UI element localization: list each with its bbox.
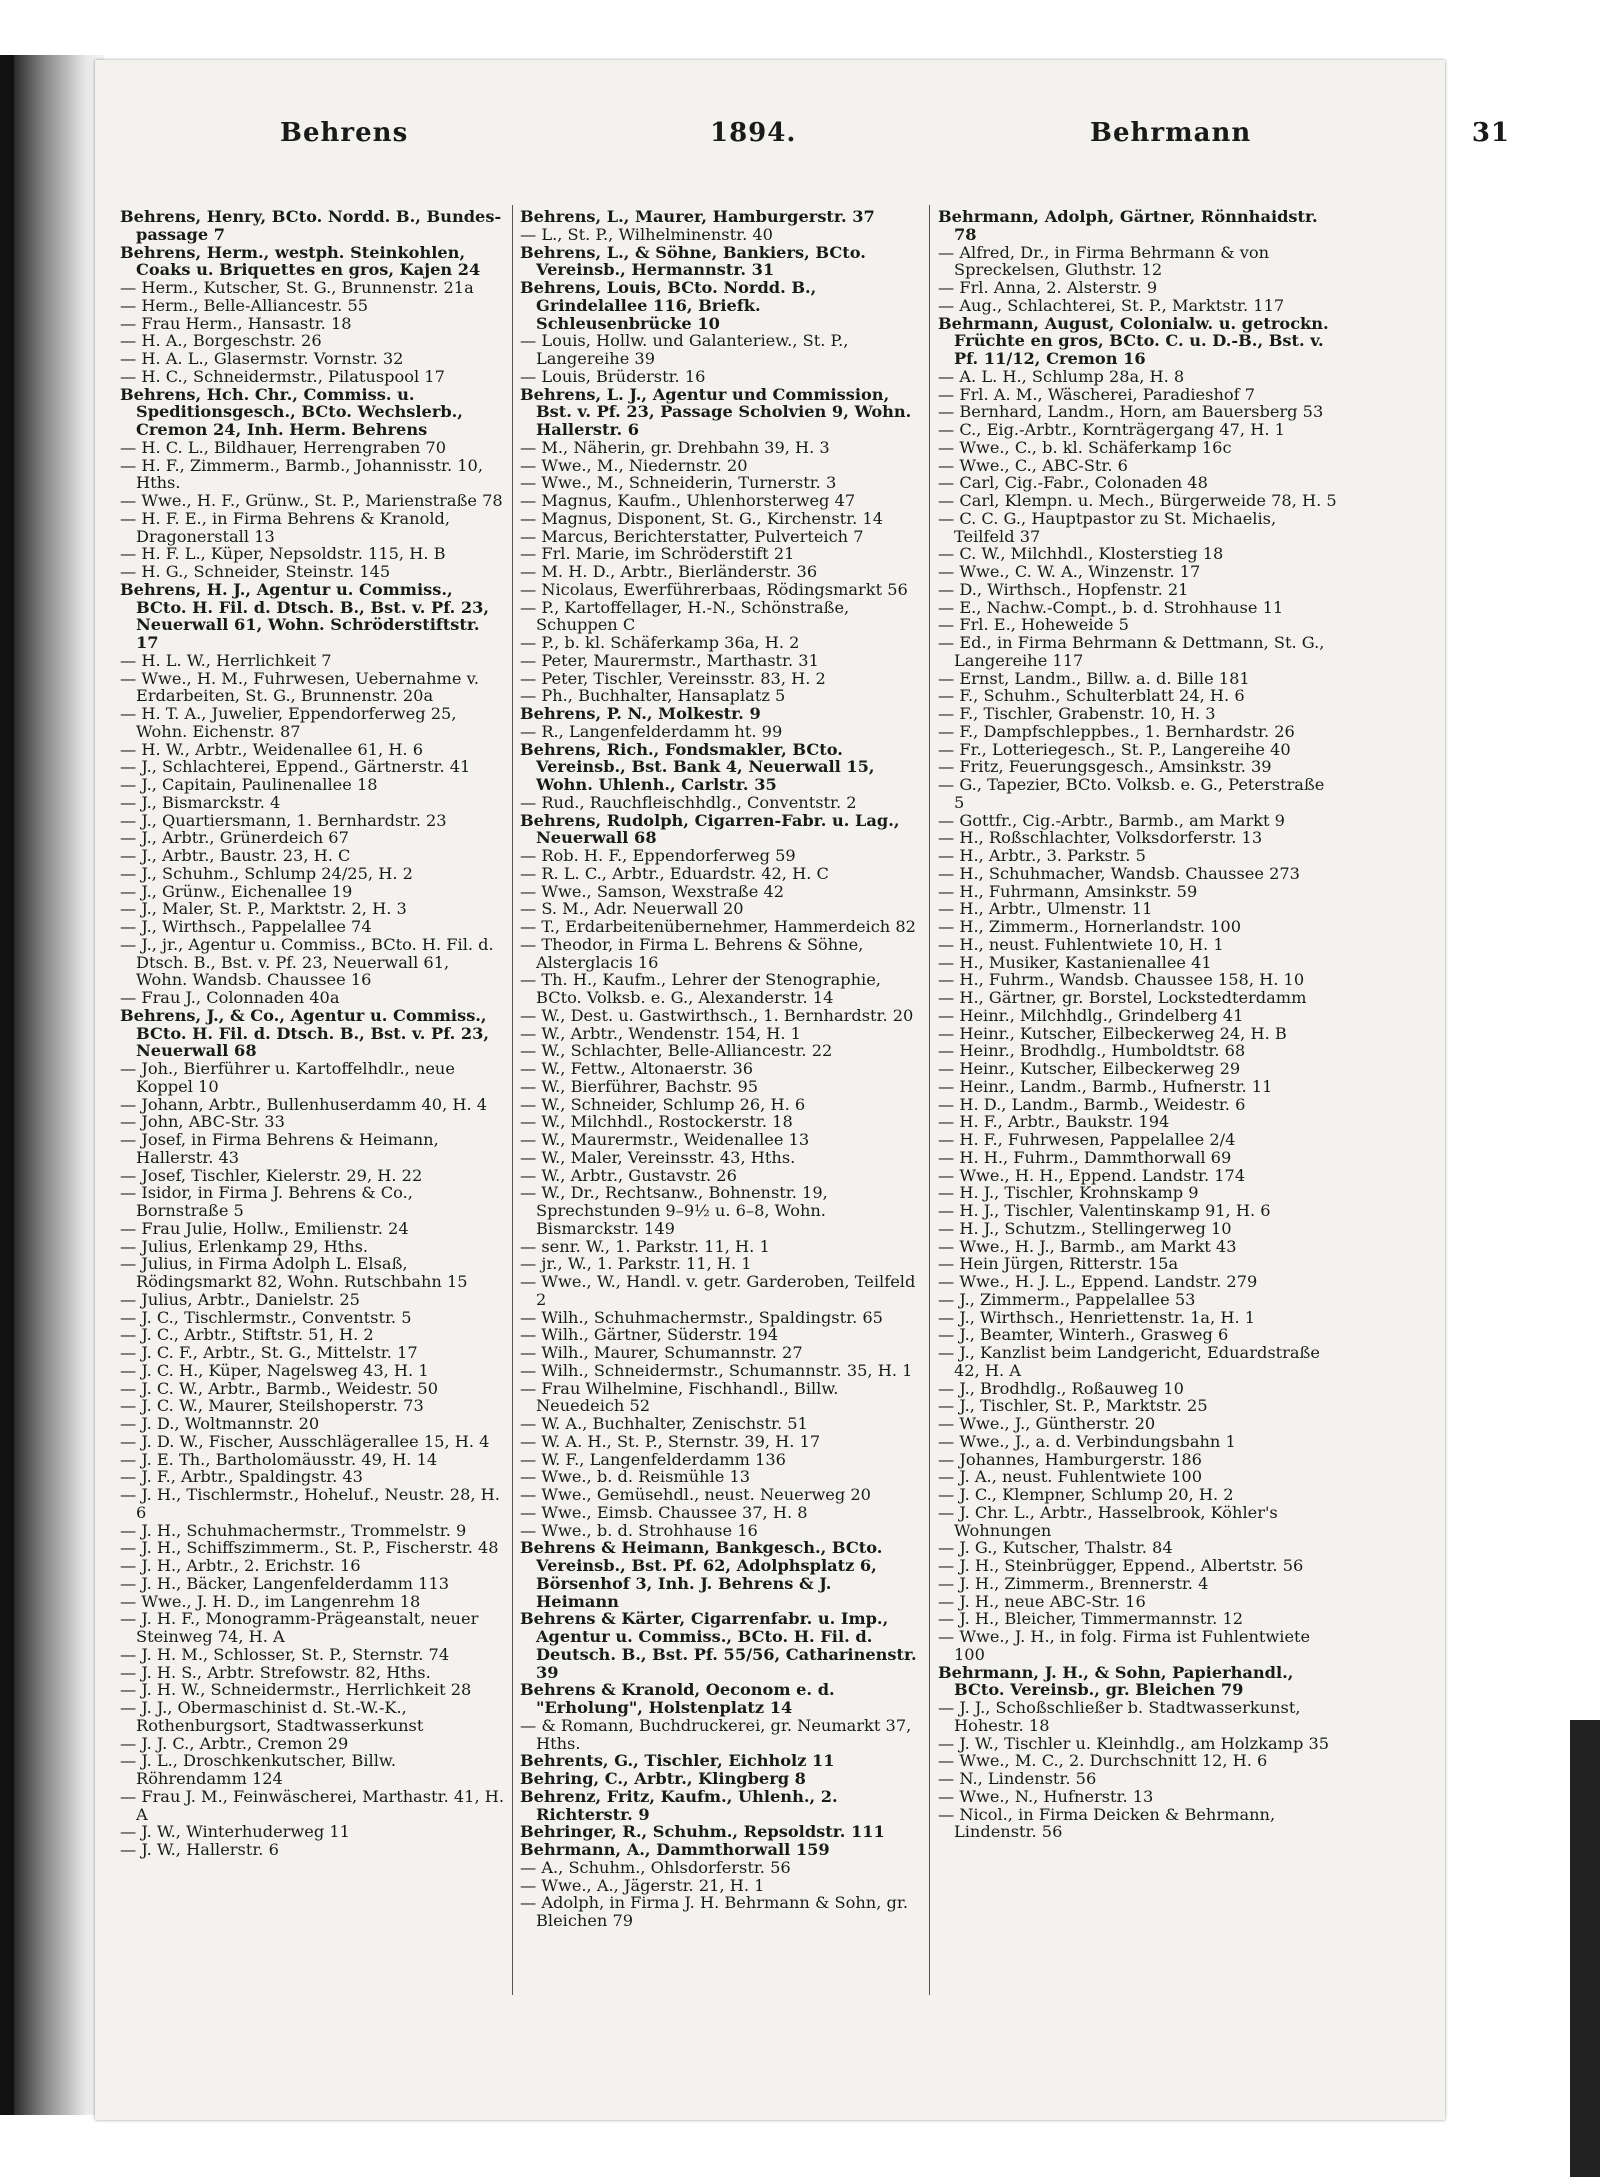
directory-entry: — Herm., Kutscher, St. G., Brunnenstr. 21a <box>120 278 474 297</box>
directory-entry: — C., Eig.-Arbtr., Kornträgergang 47, H. 1 <box>938 420 1285 439</box>
directory-entry: — Alfred, Dr., in Firma Behrmann & von Spreckelsen, Gluthstr. 12 <box>938 242 1270 280</box>
directory-entry: — H. H., Fuhrm., Dammthorwall 69 <box>938 1147 1232 1167</box>
directory-entry: — Wwe., b. d. Strohhause 16 <box>520 1520 758 1540</box>
directory-entry: — Hein Jürgen, Ritterstr. 15a <box>938 1254 1179 1274</box>
directory-entry: — J., Maler, St. P., Marktstr. 2, H. 3 <box>120 899 407 919</box>
directory-entry: — W., Schlachter, Belle-Alliancestr. 22 <box>520 1041 833 1061</box>
directory-entry: — Wwe., H. M., Fuhrwesen, Uebernahme v. Erdarbeiten, St. G., Brunnenstr. 20a <box>120 668 479 706</box>
directory-entry: — J. J. C., Arbtr., Cremon 29 <box>120 1733 349 1753</box>
directory-entry: — M. H. D., Arbtr., Bierländerstr. 36 <box>520 562 818 581</box>
directory-entry: — H. D., Landm., Barmb., Weidestr. 6 <box>938 1094 1246 1114</box>
directory-entry: Behrens, Louis, BCto. Nordd. B., Grindelallee 116, Briefk. Schleusenbrücke 10 <box>520 278 817 333</box>
directory-entry: — Wwe., C., b. kl. Schäferkamp 16c <box>938 437 1232 457</box>
directory-entry: Behrens, Henry, BCto. Nordd. B., Bundes-passage 7 <box>120 207 502 244</box>
directory-column-2 <box>520 208 918 1930</box>
directory-entry: — Th. H., Kaufm., Lehrer der Stenographie, BCto. Volksb. e. G., Alexanderstr. 14 <box>520 970 881 1007</box>
directory-entry: — Louis, Hollw. und Galanteriew., St. P., Langereihe 39 <box>520 331 849 368</box>
directory-entry: — J. C., Arbtr., Stiftstr. 51, H. 2 <box>120 1325 374 1345</box>
directory-entry: — H. F., Fuhrwesen, Pappelallee 2/4 <box>938 1130 1236 1149</box>
directory-entry: — H., Musiker, Kastanienallee 41 <box>938 952 1212 972</box>
directory-entry: — Wwe., C., ABC-Str. 6 <box>938 455 1128 475</box>
directory-entry: — J. A., neust. Fuhlentwiete 100 <box>938 1467 1203 1487</box>
directory-entry: — J. F., Arbtr., Spaldingstr. 43 <box>120 1467 363 1487</box>
directory-entry: — J. H., neue ABC-Str. 16 <box>938 1591 1146 1611</box>
header-right-keyword: Behrmann <box>1090 118 1252 148</box>
directory-entry: — H., Schuhmacher, Wandsb. Chaussee 273 <box>938 863 1300 883</box>
directory-entry: — Frl. E., Hoheweide 5 <box>938 615 1129 635</box>
directory-entry: — H., Arbtr., 3. Parkstr. 5 <box>938 846 1146 865</box>
directory-entry: — Frl. Marie, im Schröderstift 21 <box>520 544 795 564</box>
directory-entry: — T., Erdarbeitenübernehmer, Hammerdeich 82 <box>520 917 916 936</box>
column-rule <box>929 205 930 1995</box>
directory-entry: — Wwe., J. H. D., im Langenrehm 18 <box>120 1591 421 1611</box>
directory-entry: — J., Quartiersmann, 1. Bernhardstr. 23 <box>120 810 447 830</box>
directory-entry: — J., Arbtr., Baustr. 23, H. C <box>120 846 351 865</box>
directory-entry: — Fr., Lotteriegesch., St. P., Langereihe 40 <box>938 739 1291 759</box>
directory-entry: — J. H., Zimmerm., Brennerstr. 4 <box>938 1573 1209 1593</box>
directory-entry: — J. Chr. L., Arbtr., Hasselbrook, Köhler's Wohnungen <box>938 1502 1278 1540</box>
directory-entry: — H. F. L., Küper, Nepsoldstr. 115, H. B <box>120 544 446 564</box>
directory-entry: — Adolph, in Firma J. H. Behrmann & Sohn, gr. Bleichen 79 <box>520 1893 908 1930</box>
directory-entry: Behrmann, August, Colonialw. u. getrockn. Früchte en gros, BCto. C. u. D.-B., Bst. v. Pf. 11/12, Cremon 16 <box>938 313 1329 368</box>
directory-entry: — Frl. A. M., Wäscherei, Paradieshof 7 <box>938 384 1256 404</box>
directory-entry: — H. J., Tischler, Valentinskamp 91, H. 6 <box>938 1201 1271 1220</box>
directory-entry: — J., Grünw., Eichenallee 19 <box>120 881 353 901</box>
directory-entry: — J. L., Droschkenkutscher, Billw. Röhrendamm 124 <box>120 1751 396 1788</box>
directory-entry: — M., Näherin, gr. Drehbahn 39, H. 3 <box>520 437 830 457</box>
directory-entry: — Wwe., J., Güntherstr. 20 <box>938 1414 1156 1433</box>
directory-entry: — Wwe., J., a. d. Verbindungsbahn 1 <box>938 1431 1236 1451</box>
directory-entry: — H., Fuhrmann, Amsinkstr. 59 <box>938 881 1198 901</box>
directory-entry: Behrens & Kranold, Oeconom e. d. "Erholung", Holstenplatz 14 <box>520 1680 835 1717</box>
directory-entry: — J. H., Bäcker, Langenfelderdamm 113 <box>120 1573 450 1593</box>
directory-entry: — J., Kanzlist beim Landgericht, Eduardstraße 42, H. A <box>938 1343 1320 1380</box>
directory-entry: Behrens, L., Maurer, Hamburgerstr. 37 <box>520 207 875 226</box>
directory-entry: — J. W., Tischler u. Kleinhdlg., am Holzkamp 35 <box>938 1733 1330 1753</box>
directory-entry: — H. W., Arbtr., Weidenallee 61, H. 6 <box>120 739 424 759</box>
directory-entry: — W., Dr., Rechtsanw., Bohnenstr. 19, Sprechstunden 9–9½ u. 6–8, Wohn. Bismarckstr. 149 <box>520 1183 828 1238</box>
directory-entry: — H. L. W., Herrlichkeit 7 <box>120 650 332 670</box>
directory-entry: — W., Maler, Vereinsstr. 43, Hths. <box>520 1147 796 1167</box>
directory-entry: — Frl. Anna, 2. Alsterstr. 9 <box>938 278 1158 297</box>
directory-entry: — W. F., Langenfelderdamm 136 <box>520 1449 786 1469</box>
directory-entry: — Frau Wilhelmine, Fischhandl., Billw. Neuedeich 52 <box>520 1378 839 1416</box>
directory-entry: — W., Dest. u. Gastwirthsch., 1. Bernhardstr. 20 <box>520 1005 914 1025</box>
directory-entry: — D., Wirthsch., Hopfenstr. 21 <box>938 579 1189 599</box>
directory-entry: — H. A., Borgeschstr. 26 <box>120 331 322 351</box>
directory-entry: — Julius, in Firma Adolph L. Elsaß, Rödingsmarkt 82, Wohn. Rutschbahn 15 <box>120 1254 468 1291</box>
directory-entry: Behrens, L. J., Agentur und Commission, Bst. v. Pf. 23, Passage Scholvien 9, Wohn. Hallerstr. 6 <box>520 384 912 439</box>
directory-entry: — W., Milchhdl., Rostockerstr. 18 <box>520 1112 793 1132</box>
directory-entry: — Johannes, Hamburgerstr. 186 <box>938 1449 1202 1469</box>
directory-entry: — W., Arbtr., Gustavstr. 26 <box>520 1165 737 1185</box>
directory-entry: — J., Brodhdlg., Roßauweg 10 <box>938 1378 1184 1398</box>
directory-entry: — H. A. L., Glasermstr. Vornstr. 32 <box>120 349 404 368</box>
directory-entry: — J., Beamter, Winterh., Grasweg 6 <box>938 1325 1229 1345</box>
directory-entry: — H., Arbtr., Ulmenstr. 11 <box>938 899 1153 919</box>
directory-entry: — senr. W., 1. Parkstr. 11, H. 1 <box>520 1236 770 1256</box>
directory-entry: — H. F., Arbtr., Baukstr. 194 <box>938 1112 1170 1132</box>
directory-entry: — J. J., Schoßschließer b. Stadtwasserkunst, Hohestr. 18 <box>938 1698 1301 1735</box>
directory-entry: — J., Zimmerm., Pappelallee 53 <box>938 1289 1196 1309</box>
directory-entry: Behrens, Hch. Chr., Commiss. u. Speditionsgesch., BCto. Wechslerb., Cremon 24, Inh. Herm. Behrens <box>120 384 463 439</box>
directory-entry: Behrmann, J. H., & Sohn, Papierhandl., BCto. Vereinsb., gr. Bleichen 79 <box>938 1662 1294 1700</box>
directory-entry: — J. G., Kutscher, Thalstr. 84 <box>938 1538 1173 1558</box>
directory-entry: — Louis, Brüderstr. 16 <box>520 366 706 386</box>
directory-entry: Behrents, G., Tischler, Eichholz 11 <box>520 1751 835 1771</box>
directory-entry: — F., Tischler, Grabenstr. 10, H. 3 <box>938 704 1216 723</box>
directory-entry: — Nicolaus, Ewerführerbaas, Rödingsmarkt 56 <box>520 579 908 599</box>
directory-entry: — Nicol., in Firma Deicken & Behrmann, Lindenstr. 56 <box>938 1804 1276 1842</box>
page-number: 31 <box>1471 118 1510 148</box>
directory-entry: — N., Lindenstr. 56 <box>938 1769 1097 1788</box>
directory-column-1 <box>120 208 505 1859</box>
directory-entry: — Frau J., Colonnaden 40a <box>120 988 340 1007</box>
directory-entry: — Ed., in Firma Behrmann & Dettmann, St. G., Langereihe 117 <box>938 633 1325 670</box>
directory-entry: — W., Maurermstr., Weidenallee 13 <box>520 1130 810 1149</box>
directory-entry: — E., Nachw.-Compt., b. d. Strohhause 11 <box>938 597 1284 617</box>
directory-entry: — H., Gärtner, gr. Borstel, Lockstedterdamm <box>938 988 1307 1007</box>
directory-entry: — Wwe., Eimsb. Chaussee 37, H. 8 <box>520 1502 808 1522</box>
directory-entry: — H., Zimmerm., Hornerlandstr. 100 <box>938 917 1242 936</box>
directory-entry: — Aug., Schlachterei, St. P., Marktstr. 117 <box>938 295 1285 315</box>
directory-entry: Behrens, J., & Co., Agentur u. Commiss., BCto. H. Fil. d. Dtsch. B., Bst. v. Pf. 23, Neuerwall 68 <box>120 1005 490 1061</box>
directory-entry: — H. C. L., Bildhauer, Herrengraben 70 <box>120 437 447 457</box>
directory-entry: — J., Bismarckstr. 4 <box>120 792 281 812</box>
directory-entry: — Wwe., Samson, Wexstraße 42 <box>520 881 785 901</box>
directory-entry: — Wwe., H. H., Eppend. Landstr. 174 <box>938 1165 1246 1185</box>
directory-entry: — Ernst, Landm., Billw. a. d. Bille 181 <box>938 668 1250 688</box>
directory-entry: — Wwe., H. F., Grünw., St. P., Marienstraße 78 <box>120 491 503 510</box>
directory-entry: — W., Arbtr., Wendenstr. 154, H. 1 <box>520 1023 801 1043</box>
directory-entry: — P., Kartoffellager, H.-N., Schönstraße, Schuppen C <box>520 597 850 635</box>
directory-entry: — W., Schneider, Schlump 26, H. 6 <box>520 1094 806 1114</box>
directory-entry: — H. G., Schneider, Steinstr. 145 <box>120 562 391 581</box>
directory-entry: — Fritz, Feuerungsgesch., Amsinkstr. 39 <box>938 757 1272 777</box>
directory-entry: — Josef, Tischler, Kielerstr. 29, H. 22 <box>120 1165 423 1185</box>
directory-entry: — Wwe., H. J. L., Eppend. Landstr. 279 <box>938 1272 1258 1291</box>
directory-entry: — Carl, Klempn. u. Mech., Bürgerweide 78, H. 5 <box>938 491 1337 510</box>
directory-entry: — Heinr., Landm., Barmb., Hufnerstr. 11 <box>938 1076 1273 1096</box>
header-left-keyword: Behrens <box>280 118 409 148</box>
directory-entry: — W. A., Buchhalter, Zenischstr. 51 <box>520 1414 808 1433</box>
directory-entry: — C. W., Milchhdl., Klosterstieg 18 <box>938 544 1224 564</box>
directory-entry: — Rud., Rauchfleischhdlg., Conventstr. 2 <box>520 792 857 812</box>
directory-entry: — A., Schuhm., Ohlsdorferstr. 56 <box>520 1857 791 1877</box>
directory-entry: — J. C., Klempner, Schlump 20, H. 2 <box>938 1485 1234 1504</box>
directory-entry: — J. D., Woltmannstr. 20 <box>120 1414 320 1433</box>
directory-entry: — Bernhard, Landm., Horn, am Bauersberg 53 <box>938 402 1324 422</box>
directory-entry: Behrens, Herm., westph. Steinkohlen, Coaks u. Briquettes en gros, Kajen 24 <box>120 242 481 280</box>
directory-entry: — H., Roßschlachter, Volksdorferstr. 13 <box>938 828 1263 848</box>
directory-entry: — J. D. W., Fischer, Ausschlägerallee 15, H. 4 <box>120 1431 490 1451</box>
directory-entry: — L., St. P., Wilhelminenstr. 40 <box>520 224 773 244</box>
directory-entry: — Frau J. M., Feinwäscherei, Marthastr. 41, H. A <box>120 1786 505 1824</box>
directory-entry: — Johann, Arbtr., Bullenhuserdamm 40, H. 4 <box>120 1094 488 1114</box>
directory-entry: — Magnus, Kaufm., Uhlenhorsterweg 47 <box>520 491 856 510</box>
directory-entry: — A. L. H., Schlump 28a, H. 8 <box>938 366 1185 386</box>
directory-entry: — G., Tapezier, BCto. Volksb. e. G., Peterstraße 5 <box>938 775 1325 812</box>
directory-entry: — Julius, Arbtr., Danielstr. 25 <box>120 1289 360 1309</box>
directory-entry: — J. H., Arbtr., 2. Erichstr. 16 <box>120 1556 361 1575</box>
directory-entry: Behrens & Kärter, Cigarrenfabr. u. Imp., Agentur u. Commiss., BCto. H. Fil. d. Deutsch. B., Bst. Pf. 55/56, Catharinenstr. 39 <box>520 1609 917 1682</box>
directory-entry: — J., Capitain, Paulinenallee 18 <box>120 775 378 794</box>
directory-entry: — Theodor, in Firma L. Behrens & Söhne, Alsterglacis 16 <box>520 934 864 972</box>
directory-entry: Behring, C., Arbtr., Klingberg 8 <box>520 1769 806 1788</box>
directory-entry: — Herm., Belle-Alliancestr. 55 <box>120 295 369 315</box>
directory-entry: — W., Fettw., Altonaerstr. 36 <box>520 1059 754 1078</box>
directory-entry: — J. H., Schiffszimmerm., St. P., Fischerstr. 48 <box>120 1538 499 1558</box>
directory-entry: — J. H. M., Schlosser, St. P., Sternstr. 74 <box>120 1644 450 1664</box>
column-rule <box>512 205 513 1995</box>
directory-entry: Behrmann, A., Dammthorwall 159 <box>520 1840 830 1859</box>
directory-entry: — H., neust. Fuhlentwiete 10, H. 1 <box>938 934 1224 954</box>
directory-entry: — Wwe., A., Jägerstr. 21, H. 1 <box>520 1875 765 1895</box>
directory-entry: — J. C., Tischlermstr., Conventstr. 5 <box>120 1307 412 1327</box>
directory-entry: — Heinr., Brodhdlg., Humboldtstr. 68 <box>938 1041 1246 1061</box>
directory-entry: — Marcus, Berichterstatter, Pulverteich 7 <box>520 526 864 546</box>
directory-entry: — Ph., Buchhalter, Hansaplatz 5 <box>520 686 786 706</box>
directory-entry: — J. H., Steinbrügger, Eppend., Albertstr. 56 <box>938 1556 1304 1575</box>
directory-entry: — Wwe., J. H., in folg. Firma ist Fuhlentwiete 100 <box>938 1627 1311 1664</box>
directory-entry: Behrens, Rudolph, Cigarren-Fabr. u. Lag., Neuerwall 68 <box>520 810 900 848</box>
directory-entry: — Wwe., M. C., 2. Durchschnitt 12, H. 6 <box>938 1751 1268 1771</box>
directory-entry: — J. H. F., Monogramm-Prägeanstalt, neuer Steinweg 74, H. A <box>120 1609 479 1646</box>
directory-entry: — C. C. G., Hauptpastor zu St. Michaelis, Teilfeld 37 <box>938 508 1277 546</box>
directory-entry: — H. T. A., Juwelier, Eppendorferweg 25, Wohn. Eichenstr. 87 <box>120 704 457 741</box>
directory-entry: — Gottfr., Cig.-Arbtr., Barmb., am Markt 9 <box>938 810 1285 830</box>
directory-entry: — R., Langenfelderdamm ht. 99 <box>520 721 783 741</box>
directory-entry: — Heinr., Kutscher, Eilbeckerweg 24, H. B <box>938 1023 1287 1043</box>
directory-entry: — Josef, in Firma Behrens & Heimann, Hallerstr. 43 <box>120 1130 439 1167</box>
directory-entry: — J. C. H., Küper, Nagelsweg 43, H. 1 <box>120 1360 429 1380</box>
directory-entry: — J., Wirthsch., Henriettenstr. 1a, H. 1 <box>938 1307 1256 1327</box>
directory-entry: — Wilh., Maurer, Schumannstr. 27 <box>520 1343 803 1362</box>
directory-entry: — Joh., Bierführer u. Kartoffelhdlr., neue Koppel 10 <box>120 1059 455 1096</box>
directory-entry: — J., Schuhm., Schlump 24/25, H. 2 <box>120 863 413 883</box>
directory-entry: — H. F. E., in Firma Behrens & Kranold, Dragonerstall 13 <box>120 508 451 546</box>
directory-entry: — J. C. W., Maurer, Steilshoperstr. 73 <box>120 1396 424 1416</box>
directory-entry: — J. C. F., Arbtr., St. G., Mittelstr. 17 <box>120 1343 418 1362</box>
directory-entry: — Wwe., C. W. A., Winzenstr. 17 <box>938 562 1201 581</box>
directory-entry: — Magnus, Disponent, St. G., Kirchenstr. 14 <box>520 508 884 528</box>
directory-column-3 <box>938 208 1338 1841</box>
spine-shadow <box>14 55 104 2115</box>
directory-entry: Behrmann, Adolph, Gärtner, Rönnhaidstr. 78 <box>938 207 1318 244</box>
directory-entry: — H. J., Schutzm., Stellingerweg 10 <box>938 1218 1232 1238</box>
directory-entry: — Heinr., Milchhdlg., Grindelberg 41 <box>938 1005 1244 1025</box>
directory-entry: — Peter, Maurermstr., Marthastr. 31 <box>520 650 819 670</box>
directory-entry: — J. W., Hallerstr. 6 <box>120 1840 279 1859</box>
directory-entry: — J. H. S., Arbtr. Strefowstr. 82, Hths. <box>120 1662 431 1682</box>
directory-entry: — J. H. W., Schneidermstr., Herrlichkeit 28 <box>120 1680 472 1700</box>
directory-entry: Behrens, P. N., Molkestr. 9 <box>520 704 761 723</box>
directory-entry: Behrens, L., & Söhne, Bankiers, BCto. Vereinsb., Hermannstr. 31 <box>520 242 866 280</box>
directory-entry: — Wwe., W., Handl. v. getr. Garderoben, Teilfeld 2 <box>520 1272 916 1309</box>
directory-entry: Behrens & Heimann, Bankgesch., BCto. Vereinsb., Bst. Pf. 62, Adolphsplatz 6, Börsenhof 3, Inh. J. Behrens & J. Heimann <box>520 1538 883 1611</box>
directory-entry: — J., Wirthsch., Pappelallee 74 <box>120 917 372 936</box>
directory-entry: — W. A. H., St. P., Sternstr. 39, H. 17 <box>520 1431 821 1451</box>
directory-entry: — & Romann, Buchdruckerei, gr. Neumarkt 37, Hths. <box>520 1715 912 1753</box>
directory-entry: — J. W., Winterhuderweg 11 <box>120 1822 350 1842</box>
directory-entry: — H. F., Zimmerm., Barmb., Johannisstr. 10, Hths. <box>120 455 483 493</box>
directory-entry: — F., Dampfschleppbes., 1. Bernhardstr. 26 <box>938 721 1295 741</box>
header-year: 1894. <box>710 118 797 148</box>
directory-entry: — jr., W., 1. Parkstr. 11, H. 1 <box>520 1254 752 1274</box>
directory-entry: — Peter, Tischler, Vereinsstr. 83, H. 2 <box>520 668 826 688</box>
directory-entry: — J., Tischler, St. P., Marktstr. 25 <box>938 1396 1208 1416</box>
directory-entry: — H. C., Schneidermstr., Pilatuspool 17 <box>120 366 445 386</box>
directory-entry: — J. H., Bleicher, Timmermannstr. 12 <box>938 1609 1244 1629</box>
directory-entry: — Wwe., Gemüsehdl., neust. Neuerweg 20 <box>520 1485 871 1504</box>
directory-entry: — J. E. Th., Bartholomäusstr. 49, H. 14 <box>120 1449 438 1469</box>
directory-entry: — Wwe., b. d. Reismühle 13 <box>520 1467 751 1487</box>
directory-entry: — Carl, Cig.-Fabr., Colonaden 48 <box>938 473 1208 493</box>
directory-entry: — H. J., Tischler, Krohnskamp 9 <box>938 1183 1199 1203</box>
directory-entry: — Frau Herm., Hansastr. 18 <box>120 313 352 333</box>
directory-entry: — J., Schlachterei, Eppend., Gärtnerstr. 41 <box>120 757 471 777</box>
directory-entry: — Rob. H. F., Eppendorferweg 59 <box>520 846 796 865</box>
directory-entry: — Wwe., M., Schneiderin, Turnerstr. 3 <box>520 473 837 493</box>
directory-entry: — John, ABC-Str. 33 <box>120 1112 285 1132</box>
directory-entry: — P., b. kl. Schäferkamp 36a, H. 2 <box>520 633 800 652</box>
directory-entry: — J. C. W., Arbtr., Barmb., Weidestr. 50 <box>120 1378 438 1398</box>
directory-entry: Behrens, Rich., Fondsmakler, BCto. Vereinsb., Bst. Bank 4, Neuerwall 15, Wohn. Uhlenh., Carlstr. 35 <box>520 739 875 794</box>
directory-entry: — S. M., Adr. Neuerwall 20 <box>520 899 744 919</box>
directory-entry: Behrens, H. J., Agentur u. Commiss., BCto. H. Fil. d. Dtsch. B., Bst. v. Pf. 23, Neuerwall 61, Wohn. Schröderstiftstr. 17 <box>120 579 490 652</box>
directory-entry: — J., jr., Agentur u. Commiss., BCto. H. Fil. d. Dtsch. B., Bst. v. Pf. 23, Neuerwall 61, Wohn. Wandsb. Chaussee 16 <box>120 934 494 990</box>
directory-entry: Behrenz, Fritz, Kaufm., Uhlenh., 2. Richterstr. 9 <box>520 1786 838 1824</box>
directory-entry: — Heinr., Kutscher, Eilbeckerweg 29 <box>938 1059 1241 1078</box>
running-header <box>120 118 1560 162</box>
directory-entry: — Frau Julie, Hollw., Emilienstr. 24 <box>120 1218 409 1238</box>
directory-entry: — Wilh., Schuhmachermstr., Spaldingstr. 65 <box>520 1307 883 1327</box>
directory-entry: — Wwe., N., Hufnerstr. 13 <box>938 1786 1154 1806</box>
directory-entry: — Wwe., M., Niedernstr. 20 <box>520 455 748 475</box>
directory-entry: — J. H., Schuhmachermstr., Trommelstr. 9 <box>120 1520 467 1540</box>
directory-entry: — F., Schuhm., Schulterblatt 24, H. 6 <box>938 686 1245 706</box>
directory-entry: — Wwe., H. J., Barmb., am Markt 43 <box>938 1236 1237 1256</box>
directory-entry: — Wilh., Schneidermstr., Schumannstr. 35, H. 1 <box>520 1360 913 1380</box>
directory-entry: — J. H., Tischlermstr., Hoheluf., Neustr. 28, H. 6 <box>120 1485 500 1522</box>
directory-entry: — W., Bierführer, Bachstr. 95 <box>520 1076 759 1096</box>
directory-entry: — Wilh., Gärtner, Süderstr. 194 <box>520 1325 779 1345</box>
directory-entry: — J. J., Obermaschinist d. St.-W.-K., Rothenburgsort, Stadtwasserkunst <box>120 1698 424 1735</box>
directory-entry: — R. L. C., Arbtr., Eduardstr. 42, H. C <box>520 863 829 883</box>
scan-border <box>1570 1720 1600 2177</box>
directory-entry: — Julius, Erlenkamp 29, Hths. <box>120 1236 369 1256</box>
directory-entry: — H., Fuhrm., Wandsb. Chaussee 158, H. 10 <box>938 970 1305 990</box>
directory-entry: Behringer, R., Schuhm., Repsoldstr. 111 <box>520 1822 885 1842</box>
directory-entry: — Isidor, in Firma J. Behrens & Co., Bornstraße 5 <box>120 1183 413 1220</box>
scan-edge <box>0 55 14 2115</box>
directory-entry: — J., Arbtr., Grünerdeich 67 <box>120 828 349 848</box>
